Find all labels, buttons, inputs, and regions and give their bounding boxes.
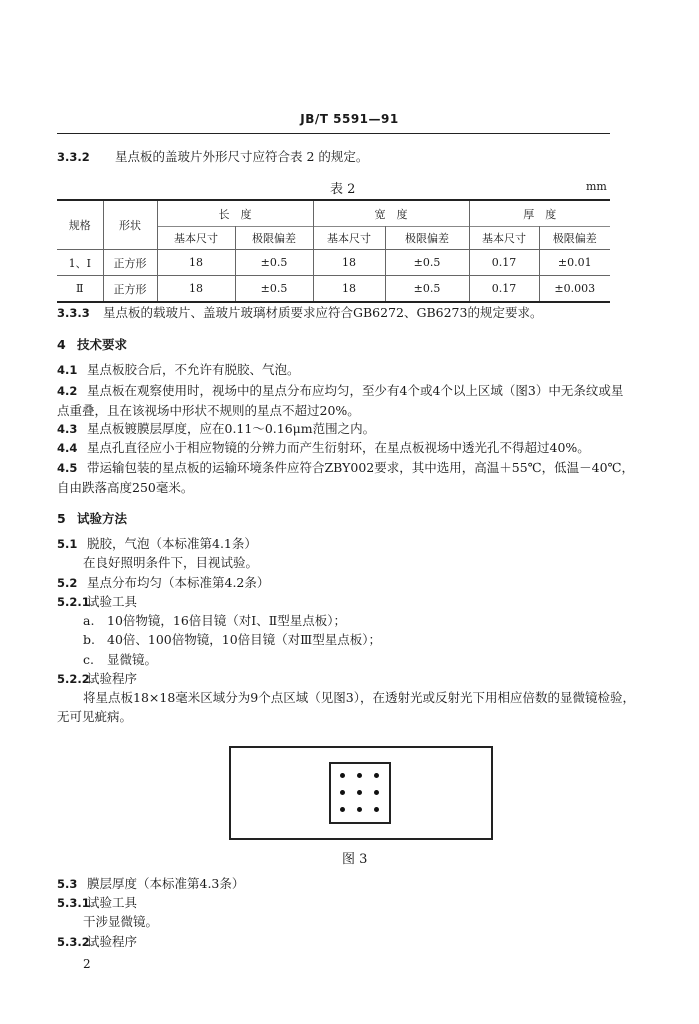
table-unit: mm: [586, 180, 607, 193]
star-point: [340, 790, 345, 795]
clause-text: 星点孔直径应小于相应物镜的分辨力而产生衍射环，在星点板视场中透光孔不得超过40%。: [87, 440, 590, 455]
clause-4-5-cont: 自由跌落高度250毫米。: [57, 480, 194, 495]
clause-number: 5.3.1: [57, 896, 90, 910]
star-point: [357, 790, 362, 795]
clause-number: 4.1: [57, 363, 78, 377]
table-cell: ±0.003: [539, 276, 610, 303]
table-cell: 18: [157, 276, 235, 303]
section-title: 技术要求: [77, 337, 128, 352]
section-number: 4: [57, 337, 66, 352]
list-item: [83, 611, 346, 629]
list-label: a.: [83, 613, 95, 628]
clause-text: 星点板在观察使用时，视场中的星点分布应均匀，至少有4个或4个以上区域（图3）中无条纹或星: [87, 383, 624, 398]
clause-text: 脱胶，气泡（本标准第4.1条）: [87, 536, 257, 551]
clause-number: 5.2.2: [57, 672, 90, 686]
list-text: 10倍物镜，16倍目镜（对Ⅰ、Ⅱ型星点板）；: [107, 613, 346, 628]
clause-4-2: [57, 381, 623, 399]
list-item: [83, 630, 381, 648]
list-item: [83, 650, 157, 668]
subheader-cell: 极限偏差: [385, 227, 469, 250]
header-width: 宽 度: [313, 200, 469, 227]
clause-text: 星点板胶合后，不允许有脱胶、气泡。: [87, 362, 300, 377]
clause-5-2-2-body-cont: 无可见疵病。: [57, 709, 133, 724]
clause-4-5: [57, 458, 634, 476]
clause-text: 试验工具: [87, 895, 138, 910]
subheader-cell: 基本尺寸: [157, 227, 235, 250]
header-rule: [57, 133, 610, 134]
clause-number: 3.3.3: [57, 306, 90, 320]
header-length: 长 度: [157, 200, 313, 227]
star-point: [357, 773, 362, 778]
clause-text: 试验程序: [87, 934, 138, 949]
clause-text: 星点分布均匀（本标准第4.2条）: [87, 575, 270, 590]
table-cell: 1、Ⅰ: [57, 250, 103, 276]
clause-5-2: [57, 573, 269, 591]
table-2: [57, 199, 610, 303]
table-cell: ±0.5: [235, 250, 313, 276]
clause-text: 星点板的盖玻片外形尺寸应符合表 2 的规定。: [115, 149, 369, 164]
table-cell: ±0.01: [539, 250, 610, 276]
clause-text: 试验程序: [87, 671, 138, 686]
star-point: [340, 807, 345, 812]
section-4-heading: [57, 335, 127, 353]
table-row: [57, 250, 610, 276]
clause-4-1: [57, 360, 300, 378]
list-text: 显微镜。: [107, 652, 158, 667]
subheader-cell: 基本尺寸: [469, 227, 539, 250]
table-cell: 0.17: [469, 250, 539, 276]
clause-5-3: [57, 874, 244, 892]
star-point: [340, 773, 345, 778]
clause-number: 4.5: [57, 461, 78, 475]
clause-3-3-3: [57, 303, 542, 321]
clause-number: 4.3: [57, 422, 78, 436]
star-point: [374, 790, 379, 795]
table-cell: ±0.5: [235, 276, 313, 303]
clause-text: 星点板镀膜层厚度，应在0.11～0.16μm范围之内。: [87, 421, 376, 436]
clause-4-2-cont: 点重叠，且在该视场中形状不规则的星点不超过20%。: [57, 403, 360, 418]
subheader-cell: 极限偏差: [235, 227, 313, 250]
table-cell: 0.17: [469, 276, 539, 303]
clause-5-1-body: 在良好照明条件下，目视试验。: [83, 555, 259, 570]
figure-3-dot-grid: [329, 762, 391, 824]
clause-text: 星点板的载玻片、盖玻片玻璃材质要求应符合GB6272、GB6273的规定要求。: [103, 305, 543, 320]
table-header-row: [57, 200, 610, 227]
clause-number: 3.3.2: [57, 150, 90, 164]
clause-5-1: [57, 534, 257, 552]
table-title: 表 2: [330, 182, 356, 197]
clause-number: 5.3.2: [57, 935, 90, 949]
clause-5-2-2-body: 将星点板18×18毫米区域分为9个点区域（见图3），在透射光或反射光下用相应倍数的显微镜检验，: [83, 690, 635, 705]
star-point: [374, 807, 379, 812]
clause-number: 4.2: [57, 384, 78, 398]
table-cell: 正方形: [103, 276, 157, 303]
subheader-cell: 极限偏差: [539, 227, 610, 250]
document-header: JB/T 5591—91: [300, 112, 399, 126]
list-label: c.: [83, 652, 94, 667]
figure-3-frame: [229, 746, 493, 840]
table-cell: 18: [313, 250, 385, 276]
clause-number: 5.2.1: [57, 595, 90, 609]
figure-caption: 图 3: [342, 852, 368, 867]
table-cell: ±0.5: [385, 250, 469, 276]
clause-3-3-2: [57, 147, 368, 165]
header-spec: 规格: [57, 200, 103, 250]
section-number: 5: [57, 511, 66, 526]
section-title: 试验方法: [77, 511, 128, 526]
clause-4-3: [57, 419, 375, 437]
clause-5-3-2: [57, 932, 137, 950]
header-thickness: 厚 度: [469, 200, 610, 227]
clause-5-2-1: [57, 592, 137, 610]
clause-text: 膜层厚度（本标准第4.3条）: [87, 876, 245, 891]
clause-4-4: [57, 438, 590, 456]
table-cell: Ⅱ: [57, 276, 103, 303]
table-cell: ±0.5: [385, 276, 469, 303]
table-cell: 18: [157, 250, 235, 276]
section-5-heading: [57, 509, 127, 527]
list-label: b.: [83, 632, 95, 647]
clause-number: 5.1: [57, 537, 78, 551]
table-cell: 正方形: [103, 250, 157, 276]
clause-number: 5.3: [57, 877, 78, 891]
star-point: [357, 807, 362, 812]
clause-text: 带运输包装的星点板的运输环境条件应符合ZBY002要求，其中选用，高温＋55℃，低温－40℃，: [87, 460, 635, 475]
header-shape: 形状: [103, 200, 157, 250]
table-cell: 18: [313, 276, 385, 303]
subheader-cell: 基本尺寸: [313, 227, 385, 250]
clause-5-3-1: [57, 893, 137, 911]
page-number: 2: [83, 957, 91, 971]
table-row: [57, 276, 610, 303]
clause-number: 4.4: [57, 441, 78, 455]
star-point: [374, 773, 379, 778]
clause-text: 试验工具: [87, 594, 138, 609]
list-text: 40倍、100倍物镜，10倍目镜（对Ⅲ型星点板）；: [107, 632, 381, 647]
clause-number: 5.2: [57, 576, 78, 590]
clause-5-3-1-body: 干涉显微镜。: [83, 914, 159, 929]
clause-5-2-2: [57, 669, 137, 687]
